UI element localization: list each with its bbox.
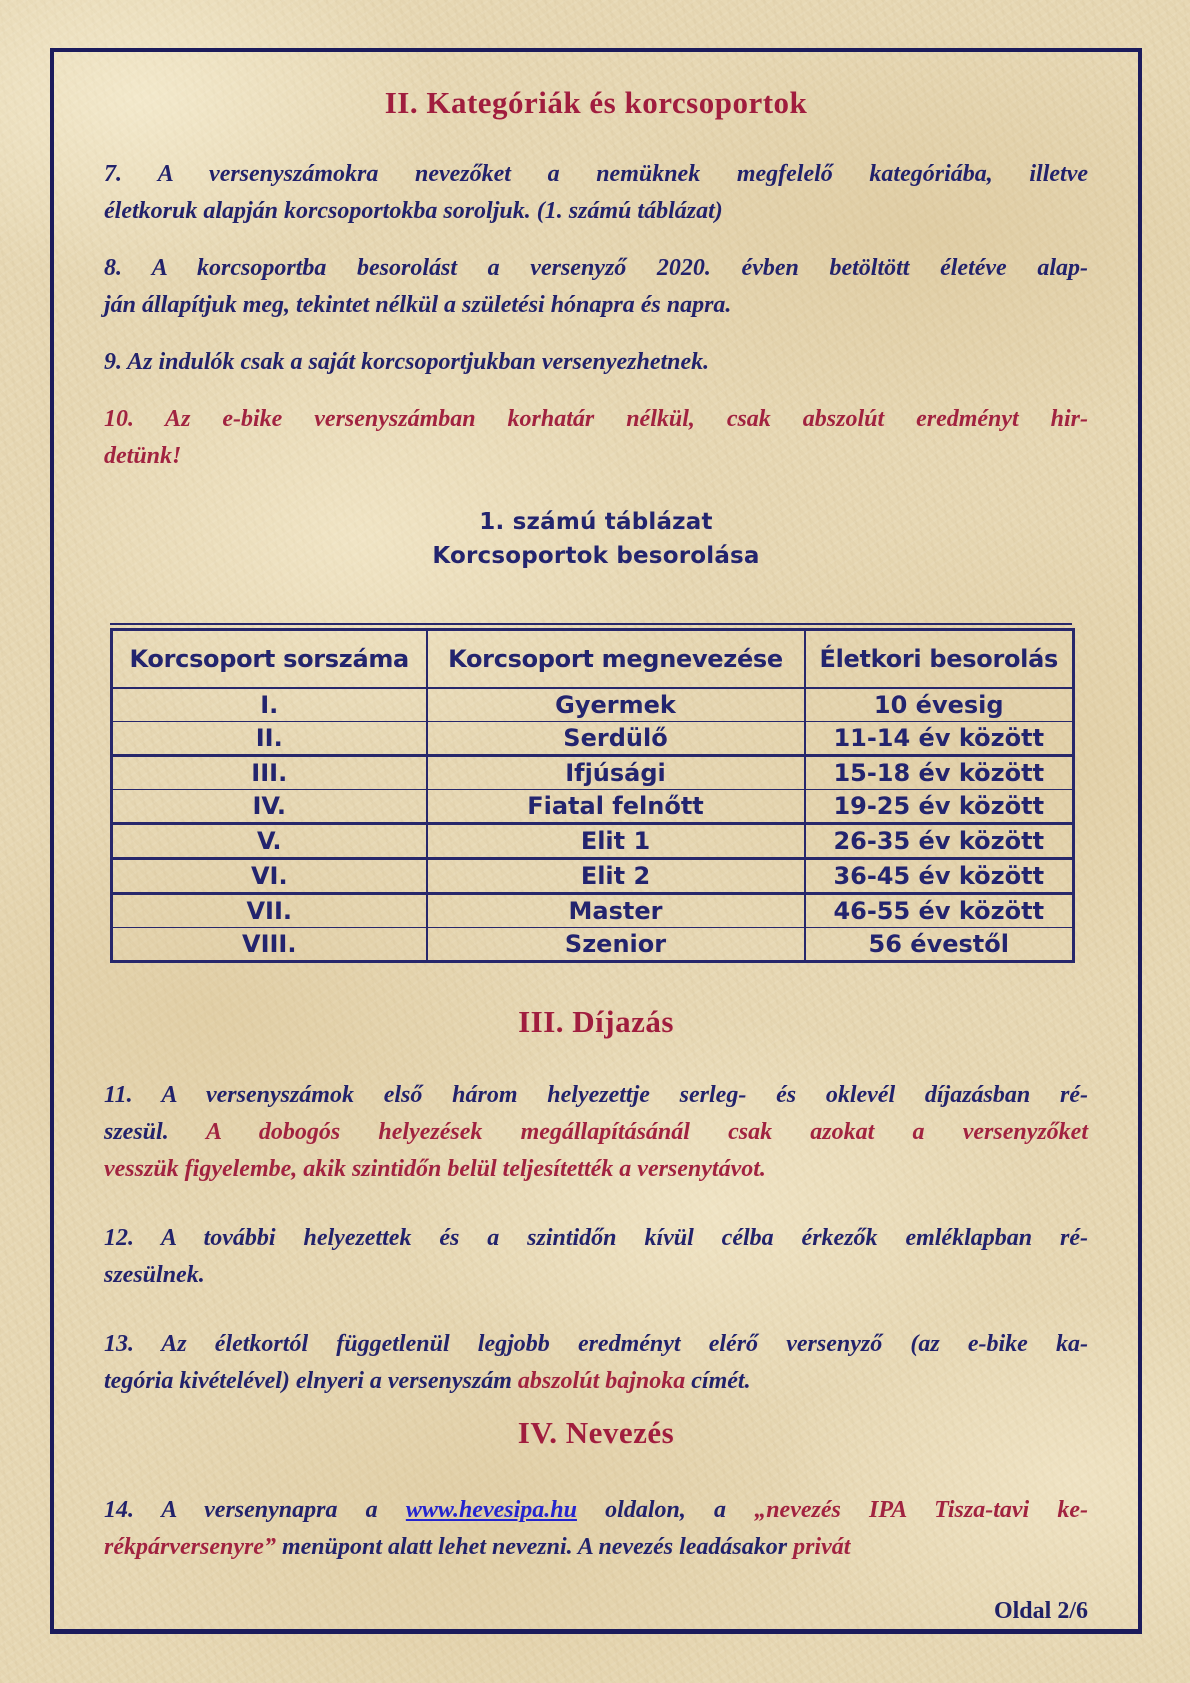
text-segment: privát (793, 1534, 851, 1560)
table-cell: Ifjúsági (427, 756, 805, 790)
paragraph-13 (104, 1326, 1088, 1400)
page-number: Oldal 2/6 (993, 1598, 1088, 1624)
col-header-age-range: Életkori besorolás (805, 630, 1074, 689)
text-segment: 14. A versenynapra a (104, 1497, 406, 1523)
paragraph-14 (104, 1492, 1088, 1566)
table-cell: V. (112, 824, 427, 859)
text-segment: 13. Az életkortól függetlenül legjobb eredményt elérő versenyző (az e-bike ka- (104, 1331, 1088, 1357)
table-cell: II. (112, 722, 427, 756)
table-cell: VII. (112, 894, 427, 928)
text-segment: vesszük figyelembe, akik szintidőn belül teljesítették a versenytávot. (104, 1156, 766, 1182)
section-heading-categories: II. Kategóriák és korcsoportok (384, 85, 808, 120)
table-row (112, 859, 1074, 894)
table-cell: 46-55 év között (805, 894, 1074, 928)
table-cell: Fiatal felnőtt (427, 790, 805, 824)
table-cell: 56 évestől (805, 928, 1074, 962)
table-cell: 15-18 év között (805, 756, 1074, 790)
col-header-group-number: Korcsoport sorszáma (112, 630, 427, 689)
table-cell: 19-25 év között (805, 790, 1074, 824)
paragraph-12 (104, 1220, 1088, 1294)
table-cell: VI. (112, 859, 427, 894)
table-cell: Elit 2 (427, 859, 805, 894)
paragraph-9 (104, 344, 1088, 381)
text-segment: címét. (685, 1368, 751, 1394)
text-segment: detünk! (104, 443, 182, 469)
text-segment: ján állapítjuk meg, tekintet nélkül a születési hónapra és napra. (104, 292, 732, 318)
table-row (112, 928, 1074, 962)
col-header-group-name: Korcsoport megnevezése (427, 630, 805, 689)
text-segment: 10. Az e-bike versenyszámban korhatár nélkül, csak abszolút eredményt hir- (104, 406, 1088, 432)
page-content (54, 84, 1138, 1661)
table-caption-line1: 1. számú táblázat (479, 509, 713, 535)
table-caption (104, 505, 1088, 573)
table-cell: I. (112, 688, 427, 722)
table-row (112, 790, 1074, 824)
paragraph-11 (104, 1077, 1088, 1188)
text-segment: „nevezés IPA Tisza-tavi ke- (754, 1497, 1088, 1523)
paragraph-8 (104, 250, 1088, 324)
text-segment: 12. A további helyezettek és a szintidőn kívül célba érkezők emléklapban ré- (104, 1225, 1088, 1251)
text-segment: oldalon, a (576, 1497, 755, 1523)
table-cell: Master (427, 894, 805, 928)
table-cell: Elit 1 (427, 824, 805, 859)
text-segment: 8. A korcsoportba besorolást a versenyző 2020. évben betöltött életéve alap- (104, 255, 1088, 281)
table-cell: 36-45 év között (805, 859, 1074, 894)
page-border-frame (50, 48, 1142, 1634)
text-segment: szesülnek. (104, 1262, 205, 1288)
section-heading-registration: IV. Nevezés (517, 1415, 675, 1450)
text-segment: tegória kivételével) elnyeri a versenyszám (104, 1368, 518, 1394)
paragraph-10 (104, 401, 1088, 475)
paragraph-7 (104, 156, 1088, 230)
text-segment: szesül. (104, 1119, 206, 1145)
table-cell: VIII. (112, 928, 427, 962)
text-segment: rékpárversenyre” (104, 1534, 282, 1560)
table-caption-line2: Korcsoportok besorolása (432, 543, 760, 569)
table-cell: Serdülő (427, 722, 805, 756)
text-segment: A dobogós helyezések megállapításánál csak azokat a versenyzőket (206, 1119, 1089, 1145)
table-header-row (112, 630, 1074, 689)
text-segment: 7. A versenyszámokra nevezőket a nemüknek megfelelő kategóriába, illetve (104, 161, 1088, 187)
text-segment: életkoruk alapján korcsoportokba soroljuk. (1. számú táblázat) (104, 198, 723, 224)
text-segment: menüpont alatt lehet nevezni. A nevezés leadásakor (281, 1534, 794, 1560)
age-groups-table-wrap (110, 623, 1072, 963)
table-cell: IV. (112, 790, 427, 824)
text-segment: abszolút bajnoka (517, 1368, 686, 1394)
table-cell: Gyermek (427, 688, 805, 722)
table-cell: III. (112, 756, 427, 790)
table-row (112, 722, 1074, 756)
hevesipa-link[interactable]: www.hevesipa.hu (405, 1497, 577, 1523)
table-cell: Szenior (427, 928, 805, 962)
age-groups-table-body (112, 688, 1074, 962)
table-row (112, 688, 1074, 722)
table-row (112, 824, 1074, 859)
text-segment: 11. A versenyszámok első három helyezettje serleg- és oklevél díjazásban ré- (104, 1082, 1088, 1108)
section-heading-awards: III. Díjazás (518, 1004, 674, 1039)
table-row (112, 756, 1074, 790)
table-cell: 11-14 év között (805, 722, 1074, 756)
text-segment: 9. Az indulók csak a saját korcsoportjukban versenyezhetnek. (104, 349, 710, 375)
table-row (112, 894, 1074, 928)
age-groups-table (110, 628, 1075, 963)
table-top-rule (110, 623, 1072, 625)
table-cell: 26-35 év között (805, 824, 1074, 859)
table-cell: 10 évesig (805, 688, 1074, 722)
